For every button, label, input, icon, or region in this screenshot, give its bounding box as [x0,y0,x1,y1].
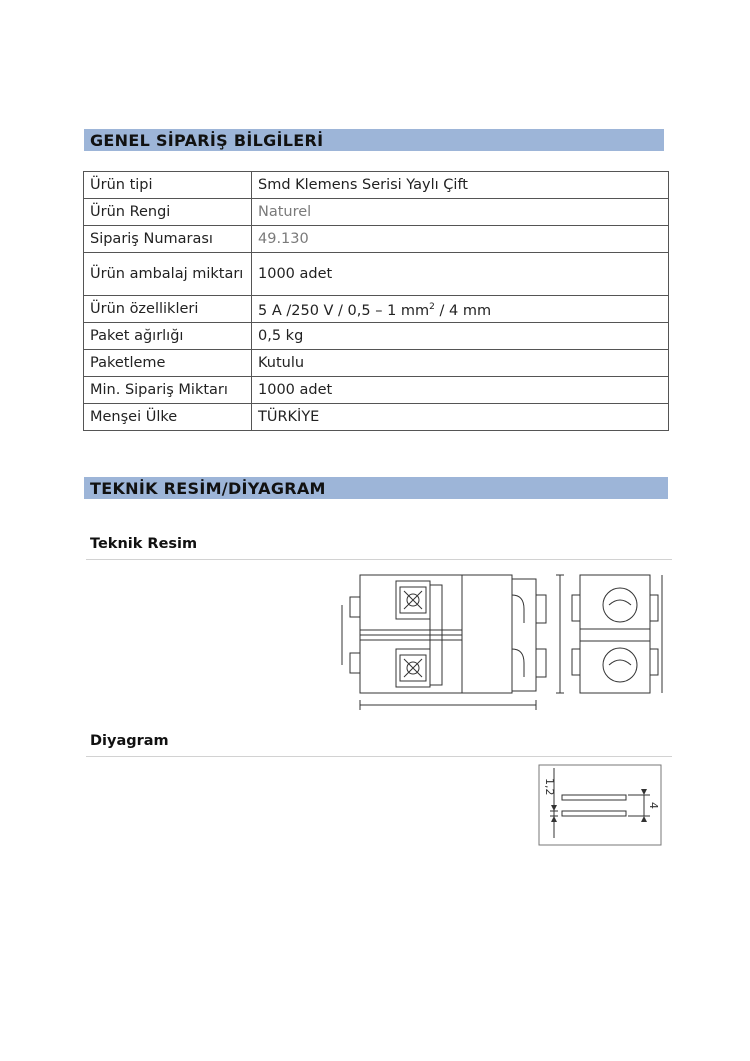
table-row [84,172,669,199]
table-row [84,404,669,431]
diagram-title: Diyagram [90,733,169,749]
section-title: GENEL SİPARİŞ BİLGİLERİ [90,131,324,150]
section-header-technical [84,477,668,499]
table-row [84,296,669,323]
dim-label-top: 1,2 [543,778,556,796]
spec-label: Sipariş Numarası [84,226,252,253]
spec-value-tail: / 4 mm [434,302,492,319]
dim-label-right: 4 [647,802,660,809]
spec-label: Ürün ambalaj miktarı [84,253,252,296]
spec-value: 0,5 kg [252,323,669,350]
spec-value: Kutulu [252,350,669,377]
pad-layout-diagram [538,764,664,846]
spec-value: 1000 adet [252,377,669,404]
spec-label: Paket ağırlığı [84,323,252,350]
spec-label: Menşei Ülke [84,404,252,431]
spec-value: Naturel [252,199,669,226]
table-row [84,199,669,226]
spec-label: Ürün özellikleri [84,296,252,323]
spec-value [252,296,669,323]
divider [86,756,672,757]
table-row [84,377,669,404]
spec-value: Smd Klemens Serisi Yaylı Çift [252,172,669,199]
section-title: TEKNİK RESİM/DİYAGRAM [90,479,326,498]
table-row [84,323,669,350]
spec-table [83,171,669,431]
table-row [84,226,669,253]
spec-label: Paketleme [84,350,252,377]
spec-value-main: 5 A /250 V / 0,5 – 1 mm [258,302,430,319]
spec-label: Ürün Rengi [84,199,252,226]
divider [86,559,672,560]
table-row [84,253,669,296]
technical-drawing-image [330,565,666,717]
spec-value-superscript: 2 [429,301,435,312]
technical-drawing-title: Teknik Resim [90,536,198,552]
spec-value: 1000 adet [252,253,669,296]
table-row [84,350,669,377]
spec-label: Ürün tipi [84,172,252,199]
spec-value: TÜRKİYE [252,404,669,431]
section-header-order-info [84,129,664,151]
spec-label: Min. Sipariş Miktarı [84,377,252,404]
spec-value: 49.130 [252,226,669,253]
